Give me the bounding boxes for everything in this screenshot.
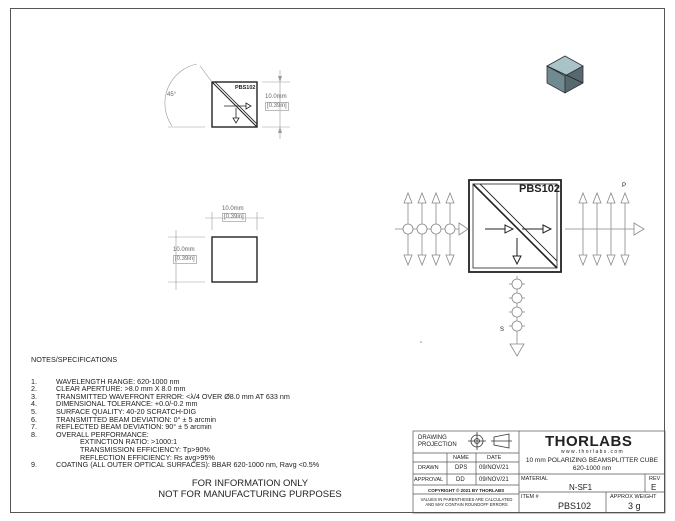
drawn-label: DRAWN bbox=[418, 465, 439, 471]
notes-heading: NOTES/SPECIFICATIONS bbox=[31, 355, 118, 364]
note-row: 9. COATING (ALL OUTER OPTICAL SURFACES): BBAR 620-1000 nm, Ravg <0.5% bbox=[31, 460, 320, 470]
footer-disclaimer: FOR INFORMATION ONLY NOT FOR MANUFACTURING PURPOSES bbox=[158, 478, 342, 500]
item-value: PBS102 bbox=[558, 501, 592, 511]
top-dim-in: [0.39in] bbox=[267, 103, 287, 109]
front-dim-in-left: [0.39in] bbox=[175, 256, 195, 262]
transmitted-p-beam bbox=[565, 193, 644, 265]
stray-mark bbox=[420, 341, 422, 343]
note-sub: TRANSMISSION EFFICIENCY: Tp>90% bbox=[80, 444, 210, 454]
p-label: P bbox=[622, 183, 627, 189]
material-value: N-SF1 bbox=[569, 483, 593, 492]
drawn-name: DPS bbox=[455, 465, 468, 471]
notes-block bbox=[31, 356, 319, 469]
main-part-label: PBS102 bbox=[519, 183, 560, 195]
weight-header: APPROX WEIGHT bbox=[610, 494, 657, 500]
front-dim-mm-left: 10.0mm bbox=[173, 247, 195, 253]
note-row: 4. DIMENSIONAL TOLERANCE: +0.0/-0.2 mm bbox=[31, 399, 198, 409]
roundoff-note: VALUES IN PARENTHESES ARE CALCULATED AND MAY CONTAIN ROUNDOFF ERRORS bbox=[420, 497, 513, 507]
drawing-projection-label: DRAWING PROJECTION bbox=[418, 435, 457, 448]
note-row: 1. WAVELENGTH RANGE: 620-1000 nm bbox=[31, 376, 180, 386]
angle-label: 45° bbox=[167, 92, 177, 98]
date-header: DATE bbox=[487, 455, 502, 461]
rev-value: E bbox=[651, 483, 657, 492]
item-header: ITEM # bbox=[521, 494, 539, 500]
name-header: NAME bbox=[453, 455, 469, 461]
top-view-part-label: PBS102 bbox=[235, 85, 256, 91]
note-row: 6. TRANSMITTED BEAM DEVIATION: 0° ± 5 arcmin bbox=[31, 414, 217, 424]
s-label: S bbox=[500, 327, 505, 333]
front-dim-in-top: [0.39in] bbox=[224, 214, 244, 220]
note-row: 8. OVERALL PERFORMANCE: bbox=[31, 429, 149, 439]
approval-date: 09/NOV/21 bbox=[479, 477, 509, 483]
note-sub: EXTINCTION RATIO: >1000:1 bbox=[80, 437, 178, 447]
note-row: 2. CLEAR APERTURE: >8.0 mm X 8.0 mm bbox=[31, 384, 186, 394]
approval-name: DD bbox=[456, 477, 465, 483]
weight-value: 3 g bbox=[628, 501, 641, 511]
note-row: 7. REFLECTED BEAM DEVIATION: 90° ± 5 arcmin bbox=[31, 422, 212, 432]
thorlabs-logo: THORLABS bbox=[545, 433, 633, 450]
rev-header: REV bbox=[649, 476, 661, 482]
copyright: COPYRIGHT © 2021 BY THORLABS bbox=[428, 488, 505, 493]
top-dim-mm: 10.0mm bbox=[265, 94, 287, 100]
thorlabs-url: w w w . t h o r l a b s . c o m bbox=[561, 449, 623, 455]
drawn-date: 09/NOV/21 bbox=[479, 465, 509, 471]
iso-cube-icon bbox=[547, 56, 583, 93]
note-row: 5. SURFACE QUALITY: 40-20 SCRATCH-DIG bbox=[31, 406, 197, 416]
material-header: MATERIAL bbox=[521, 476, 549, 482]
reflected-s-beam bbox=[509, 276, 525, 356]
part-description: 10 mm POLARIZING BEAMSPLITTER CUBE 620-1000 nm bbox=[525, 457, 659, 472]
front-dim-mm-top: 10.0mm bbox=[222, 206, 244, 212]
projection-symbol-icon bbox=[468, 432, 512, 450]
note-sub: REFLECTION EFFICIENCY: Rs avg>95% bbox=[80, 452, 215, 462]
incoming-beam bbox=[395, 193, 468, 265]
approval-label: APPROVAL bbox=[414, 477, 444, 483]
note-row: 3. TRANSMITTED WAVEFRONT ERROR: <λ/4 OVER Ø8.0 mm AT 633 nm bbox=[31, 391, 290, 401]
